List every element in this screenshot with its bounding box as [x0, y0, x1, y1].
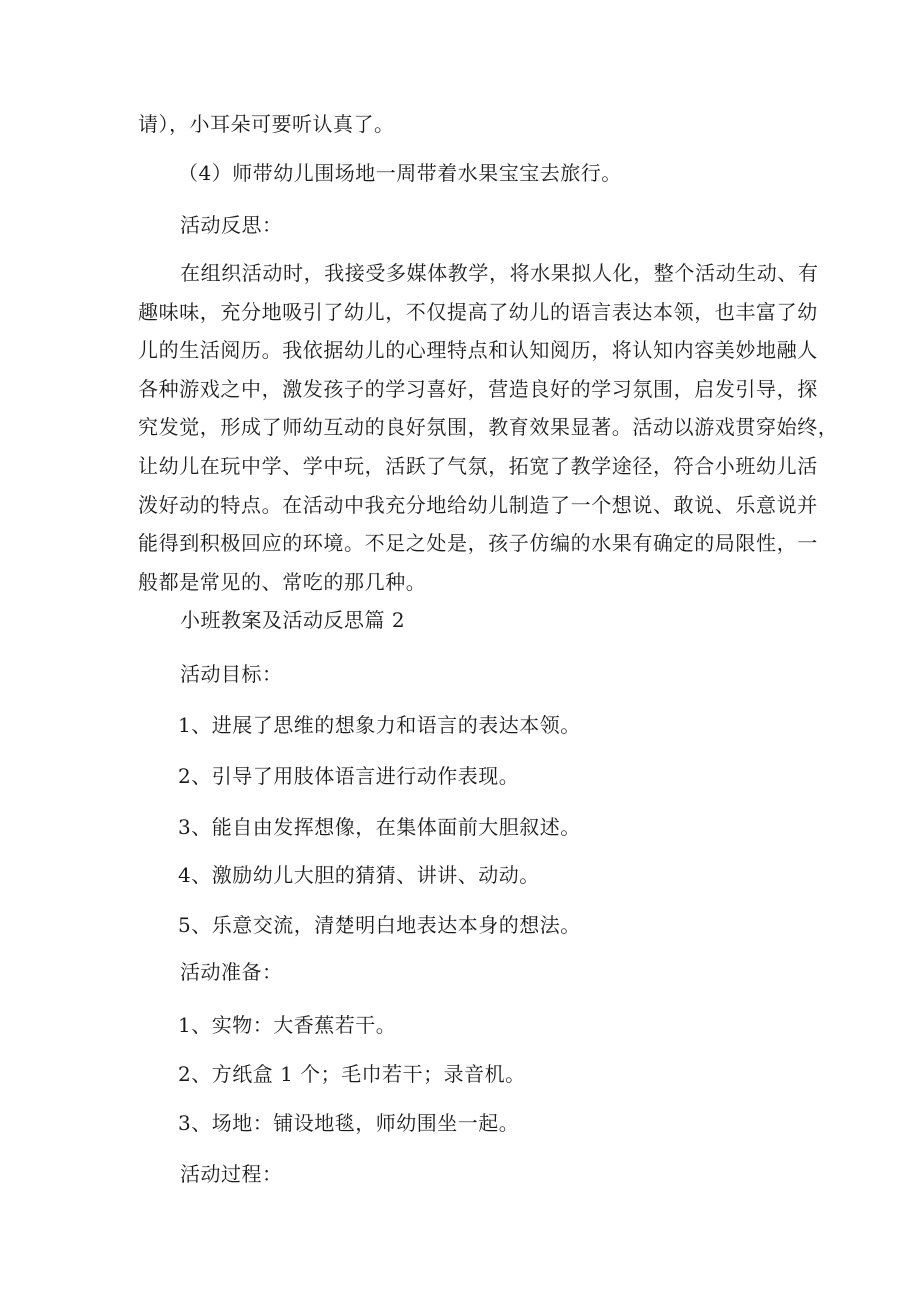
heading-activity-reflection: 活动反思： [180, 213, 283, 237]
heading-activity-process: 活动过程： [180, 1162, 283, 1186]
goal-item-3: 3、能自由发挥想像，在集体面前大胆叙述。 [178, 815, 581, 839]
section-title: 小班教案及活动反思篇 2 [180, 608, 406, 632]
reflection-line-5: 究发觉，形成了师幼互动的良好氛围，教育效果显著。活动以游戏贯穿始终， [138, 415, 839, 440]
reflection-line-4: 各种游戏之中，激发孩子的学习喜好，营造良好的学习氛围，启发引导，探 [138, 376, 818, 401]
prep-item-3: 3、场地：铺设地毯，师幼围坐一起。 [178, 1111, 520, 1135]
reflection-line-3: 儿的生活阅历。我依据幼儿的心理特点和认知阅历，将认知内容美妙地融人 [138, 338, 818, 363]
heading-activity-preparation: 活动准备： [180, 960, 283, 984]
reflection-paragraph [138, 254, 839, 601]
reflection-line-7: 泼好动的特点。在活动中我充分地给幼儿制造了一个想说、敢说、乐意说并 [138, 492, 818, 517]
goal-item-2: 2、引导了用肢体语言进行动作表现。 [178, 764, 520, 788]
reflection-line-8: 能得到积极回应的环境。不足之处是，孩子仿编的水果有确定的局限性，一 [138, 531, 818, 556]
prep-item-2: 2、方纸盒 1 个；毛巾若干；录音机。 [178, 1062, 526, 1086]
goal-item-4: 4、激励幼儿大胆的猜猜、讲讲、动动。 [178, 863, 540, 887]
goal-item-1: 1、进展了思维的想象力和语言的表达本领。 [178, 713, 581, 737]
text-line-continuation: 请），小耳朵可要听认真了。 [138, 112, 395, 136]
reflection-line-2: 趣味味，充分地吸引了幼儿，不仅提高了幼儿的语言表达本领，也丰富了幼 [138, 299, 818, 324]
prep-item-1: 1、实物：大香蕉若干。 [178, 1013, 397, 1037]
text-line-step-4: （4）师带幼儿围场地一周带着水果宝宝去旅行。 [178, 161, 622, 185]
goal-item-5: 5、乐意交流，清楚明白地表达本身的想法。 [178, 913, 581, 937]
reflection-line-1: 在组织活动时，我接受多媒体教学，将水果拟人化，整个活动生动、有 [180, 261, 819, 285]
reflection-line-6: 让幼儿在玩中学、学中玩，活跃了气氛，拓宽了教学途径，符合小班幼儿活 [138, 453, 818, 478]
heading-activity-goals: 活动目标： [180, 662, 283, 686]
reflection-line-9: 般都是常见的、常吃的那几种。 [138, 569, 427, 594]
